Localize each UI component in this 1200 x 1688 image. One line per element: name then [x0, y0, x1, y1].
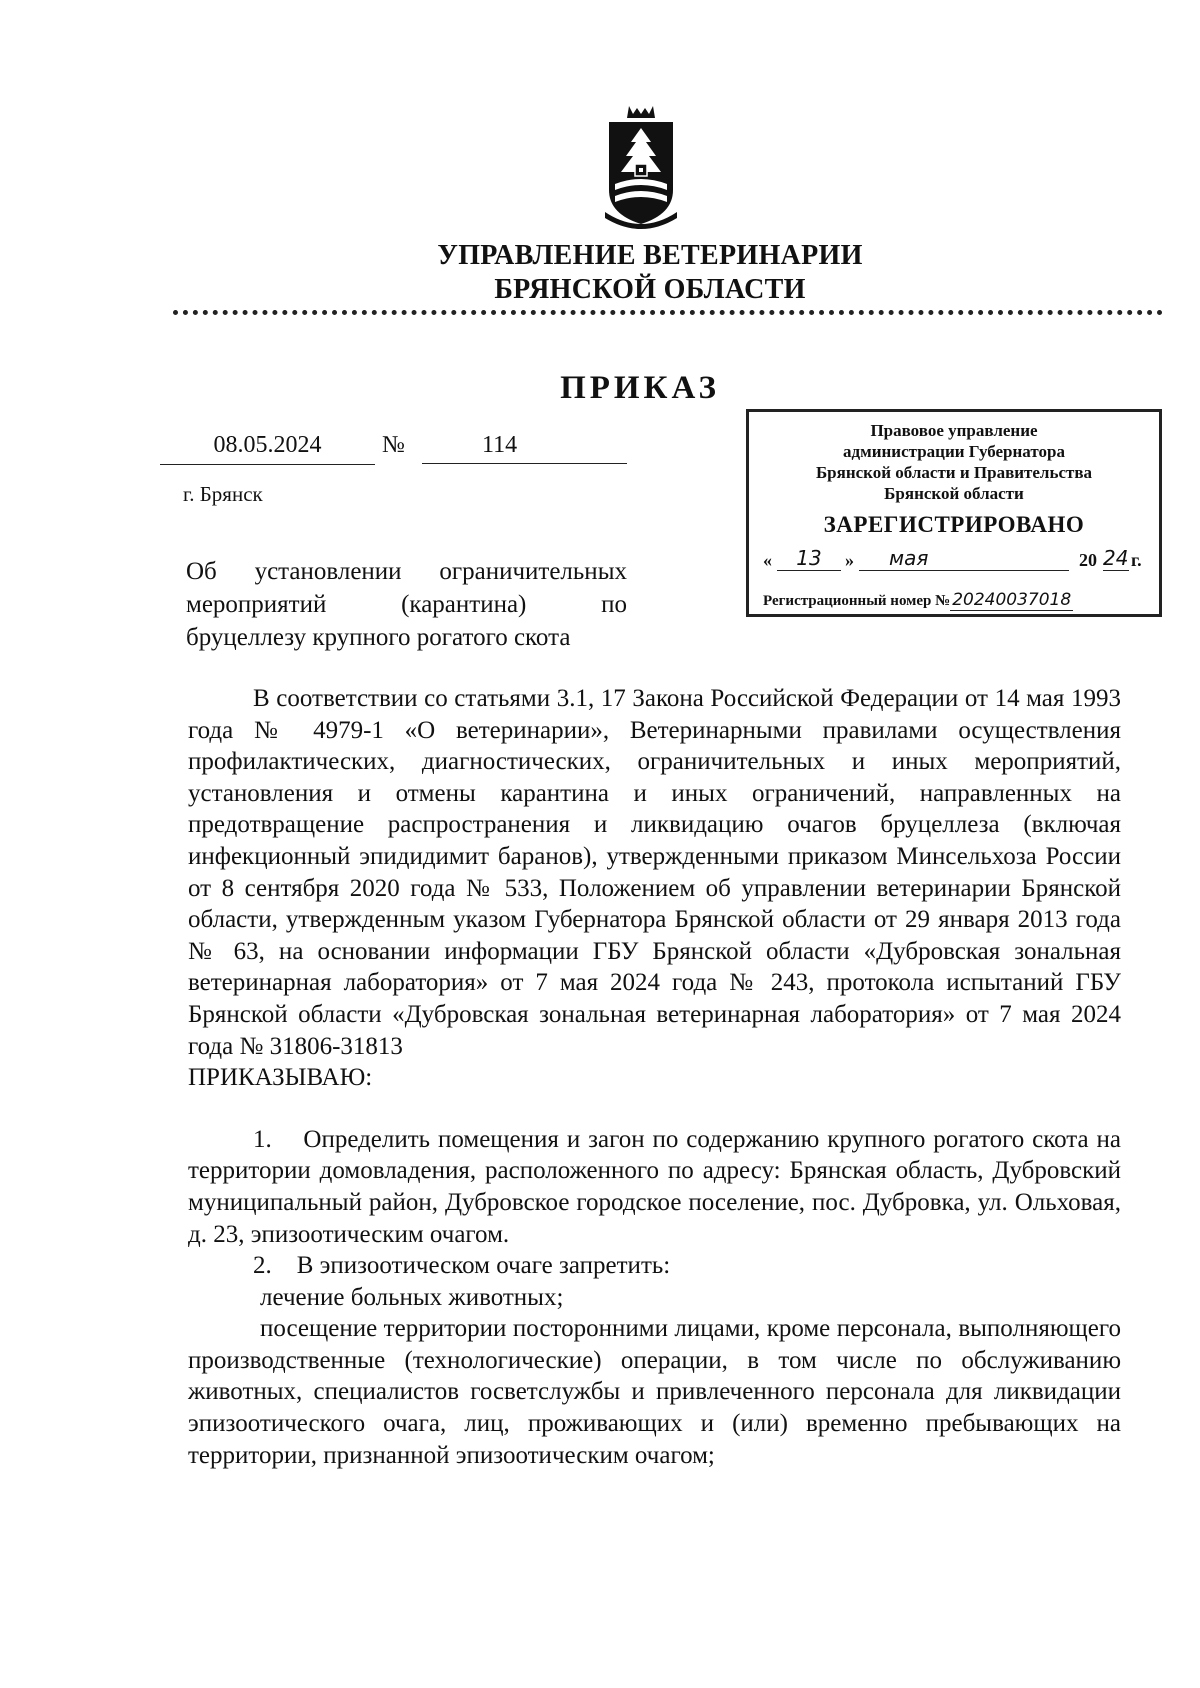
order-subject: [186, 555, 627, 654]
stamp-reg-number-line: [763, 590, 1153, 610]
stamp-date: « 13 » мая 20 24 г.: [763, 546, 1142, 570]
document-body: [188, 683, 1128, 1471]
stamp-line: Брянской области: [884, 484, 1024, 503]
registration-stamp: [746, 409, 1162, 617]
stamp-line: администрации Губернатора: [843, 442, 1065, 461]
preamble-paragraph: В соответствии со статьями 3.1, 17 Закона Российской Федерации от 14 мая 1993 года № 4979-1 «О ветеринарии», Ветеринарными правилами осуществления профилактических, диагностических, ограничительных и иных мероприятий, установления и отмены карантина и иных ограничений, направленных на предотвращение распространения и ликвидацию очагов бруцеллеза (включая инфекционный эпидидимит баранов), утвержденными приказом Минсельхоза России от 8 сентября 2020 года № 533, Положением об управлении ветеринарии Брянской области, утвержденным указом Губернатора Брянской области от 29 января 2013 года № 63, на основании информации ГБУ Брянской области «Дубровская зональная ветеринарная лаборатория» от 7 мая 2024 года № 243, протокола испытаний ГБУ Брянской области «Дубровская зональная ветеринарная лаборатория» от 7 мая 2024 года № 31806-31813: [188, 685, 1121, 1060]
order-number: 114: [422, 432, 627, 464]
document-title: ПРИКАЗ: [560, 370, 720, 406]
paragraph-gap: [188, 1094, 1121, 1124]
subject-line: бруцеллезу крупного рогатого скота: [186, 624, 571, 651]
order-item-1: 1. Определить помещения и загон по содержанию крупного рогатого скота на территории домовладения, расположенного по адресу: Брянская область, Дубровский муниципальный район, Дубровское городское поселение, пос. Дубровка, ул. Ольховая, д. 23, эпизоотическим очагом.: [188, 1125, 1128, 1248]
order-word: ПРИКАЗЫВАЮ:: [188, 1064, 373, 1092]
number-sign: №: [382, 432, 405, 458]
stamp-year-unit: г.: [1131, 550, 1142, 570]
stamp-year-suffix: 24: [1103, 546, 1129, 570]
order-item-2-sub: посещение территории посторонними лицами, кроме персонала, выполняющего производственные (технологические) операции, в том числе по обслуживанию животных, специалистов госветслужбы и привлеченного персонала для ликвидации эпизоотического очага, лиц, проживающих и (или) временно пребывающих на территории, признанной эпизоотическим очагом;: [188, 1315, 1121, 1469]
subject-line: мероприятий (карантина) по: [186, 591, 627, 618]
stamp-line: Правовое управление: [870, 421, 1038, 440]
subject-line: Об установлении ограничительных: [186, 558, 627, 585]
date-number-line: [160, 432, 630, 468]
coat-of-arms-icon: [601, 104, 681, 234]
stamp-month: мая: [859, 546, 1069, 571]
stamp-reg-label: Регистрационный номер №: [763, 593, 951, 609]
stamp-line: Брянской области и Правительства: [815, 463, 1093, 482]
order-item-2: 2. В эпизоотическом очаге запретить:: [253, 1252, 671, 1280]
stamp-registered: ЗАРЕГИСТРИРОВАНО: [823, 512, 1085, 537]
order-item-2-sub: лечение больных животных;: [260, 1283, 564, 1311]
issue-city: г. Брянск: [183, 482, 263, 506]
stamp-year-prefix: 20: [1079, 550, 1097, 570]
org-name-line2: БРЯНСКОЙ ОБЛАСТИ: [494, 274, 806, 305]
order-date: 08.05.2024: [160, 432, 375, 465]
org-name-line1: УПРАВЛЕНИЕ ВЕТЕРИНАРИИ: [437, 240, 863, 271]
header-dotted-divider: [173, 310, 1163, 315]
stamp-reg-number: 20240037018: [952, 590, 1072, 610]
stamp-day: 13: [777, 546, 841, 571]
